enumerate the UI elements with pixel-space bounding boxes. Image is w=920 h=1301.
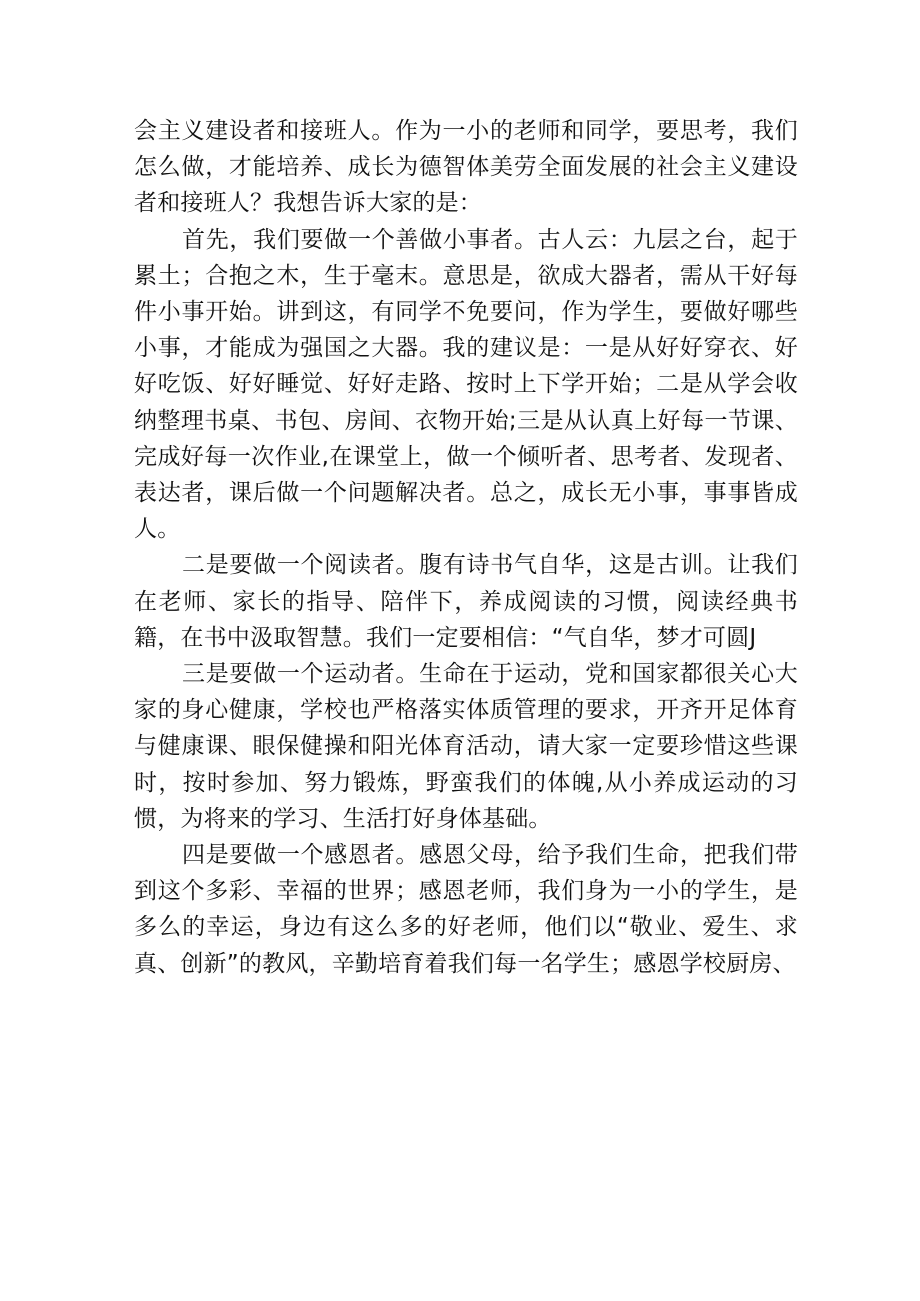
paragraph-continuation: 会主义建设者和接班人。作为一小的老师和同学，要思考，我们怎么做，才能培养、成长为德智体美劳全面发展的社会主义建设者和接班人？我想告诉大家的是： (134, 118, 798, 217)
paragraph-gratitude: 四是要做一个感恩者。感恩父母，给予我们生命，把我们带到这个多彩、幸福的世界；感恩老师，我们身为一小的学生，是多么的幸运，身边有这么多的好老师，他们以“敬业、爱生、求真、创新”的教风，辛勤培育着我们每一名学生；感恩学校厨房、 (134, 842, 798, 977)
document-body (134, 113, 798, 982)
paragraph-reader: 二是要做一个阅读者。腹有诗书气自华，这是古训。让我们在老师、家长的指导、陪伴下，养成阅读的习惯，阅读经典书籍，在书中汲取智慧。我们一定要相信：“气自华，梦才可圆J (134, 552, 798, 651)
paragraph-exerciser: 三是要做一个运动者。生命在于运动，党和国家都很关心大家的身心健康，学校也严格落实体质管理的要求，开齐开足体育与健康课、眼保健操和阳光体育活动，请大家一定要珍惜这些课时，按时参加、努力锻炼，野蛮我们的体魄,从小养成运动的习惯，为将来的学习、生活打好身体基础。 (134, 661, 798, 832)
paragraph-small-things: 首先，我们要做一个善做小事者。古人云：九层之台，起于累土；合抱之木，生于毫末。意思是，欲成大器者，需从干好每件小事开始。讲到这，有同学不免要问，作为学生，要做好哪些小事，才能成为强国之大器。我的建议是：一是从好好穿衣、好好吃饭、好好睡觉、好好走路、按时上下学开始；二是从学会收纳整理书桌、书包、房间、衣物开始;三是从认真上好每一节课、完成好每一次作业,在课堂上，做一个倾听者、思考者、发现者、表达者，课后做一个问题解决者。总之，成长无小事，事事皆成人。 (134, 226, 798, 543)
